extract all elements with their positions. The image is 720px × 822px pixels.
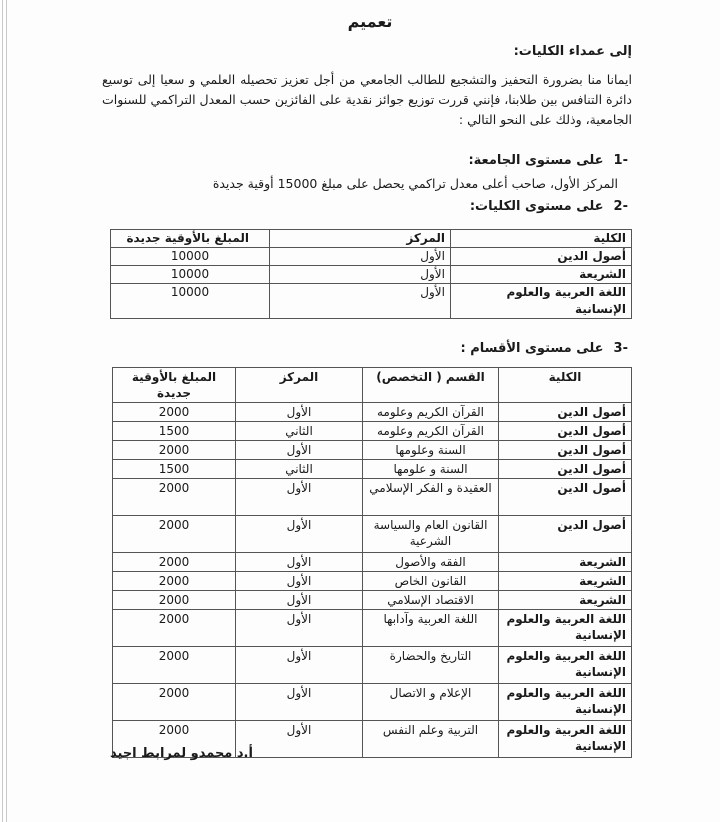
table-row [111,248,632,266]
cell-department: العقيدة و الفكر الإسلامي [363,479,499,516]
cell-amount: 10000 [111,266,270,284]
cell-college: أصول الدين [451,248,632,266]
cell-rank: الثاني [236,422,363,441]
cell-department: اللغة العربية وآدابها [363,610,499,647]
cell-college: اللغة العربية والعلوم الإنسانية [499,684,632,721]
cell-rank: الأول [270,248,451,266]
section-3-heading [460,341,628,356]
cell-college: أصول الدين [499,441,632,460]
table-row [113,422,632,441]
table-row [113,610,632,647]
table-row [113,553,632,572]
cell-department: الاقتصاد الإسلامي [363,591,499,610]
section-1-heading [468,153,628,168]
cell-rank: الأول [236,647,363,684]
section-title: على مستوى الأقسام : [460,341,604,356]
intro-paragraph: ايمانا منا بضرورة التحفيز والتشجيع للطالب الجامعي من أجل تعزيز تحصيله العلمي و سعيا إلى توسيع دائرة التنافس بين طلابنا، فإنني قررت توزيع جوائز نقدية على الفائزين حسب المعدل التراكمي للسنوات الجامعية، وذلك على النحو التالي : [102,72,632,127]
cell-college: الشريعة [451,266,632,284]
cell-department: السنة وعلومها [363,441,499,460]
cell-rank: الأول [236,721,363,758]
cell-department: التاريخ والحضارة [363,647,499,684]
cell-amount: 10000 [111,284,270,319]
cell-college: اللغة العربية والعلوم الإنسانية [499,610,632,647]
cell-amount: 2000 [113,516,236,553]
cell-college: الشريعة [499,591,632,610]
addressee: إلى عمداء الكليات: [513,44,632,59]
section-number: -2 [613,199,628,214]
cell-rank: الأول [236,553,363,572]
table-row [111,266,632,284]
table-row [113,460,632,479]
header-rank: المركز [270,230,451,248]
cell-department: القرآن الكريم وعلومه [363,403,499,422]
cell-department: القانون العام والسياسة الشرعية [363,516,499,553]
departments-table [112,367,632,758]
cell-amount: 2000 [113,591,236,610]
table-row [113,441,632,460]
section-title: على مستوى الكليات: [469,199,604,214]
table-row [113,516,632,553]
cell-college: أصول الدين [499,460,632,479]
cell-college: اللغة العربية والعلوم الإنسانية [499,647,632,684]
header-college: الكلية [499,368,632,403]
cell-amount: 1500 [113,422,236,441]
table-row [113,684,632,721]
cell-amount: 2000 [113,610,236,647]
cell-department: التربية وعلم النفس [363,721,499,758]
cell-college: الشريعة [499,572,632,591]
cell-rank: الأول [270,284,451,319]
cell-college: اللغة العربية والعلوم الإنسانية [451,284,632,319]
cell-amount: 2000 [113,441,236,460]
table-header-row [113,368,632,403]
cell-college: أصول الدين [499,479,632,516]
table-row [113,572,632,591]
section-1-text: المركز الأول، صاحب أعلى معدل تراكمي يحصل على مبلغ 15000 أوقية جديدة [212,176,618,191]
table-row [111,284,632,319]
document-title: تعميم [347,12,393,31]
cell-amount: 2000 [113,684,236,721]
cell-rank: الأول [236,441,363,460]
table-row [113,647,632,684]
table-header-row [111,230,632,248]
header-amount: المبلغ بالأوقية جديدة [113,368,236,403]
cell-college: الشريعة [499,553,632,572]
cell-rank: الثاني [236,460,363,479]
cell-rank: الأول [236,403,363,422]
cell-amount: 2000 [113,647,236,684]
cell-college: أصول الدين [499,422,632,441]
table-row [113,403,632,422]
cell-amount: 2000 [113,572,236,591]
cell-rank: الأول [236,610,363,647]
section-2-heading [470,199,628,214]
cell-college: اللغة العربية والعلوم الإنسانية [499,721,632,758]
cell-department: الفقه والأصول [363,553,499,572]
cell-rank: الأول [236,479,363,516]
colleges-table [110,229,632,319]
table-row [113,591,632,610]
cell-amount: 2000 [113,721,236,758]
cell-amount: 2000 [113,403,236,422]
cell-department: القانون الخاص [363,572,499,591]
section-title: على مستوى الجامعة: [468,153,604,168]
table-row [113,479,632,516]
header-department: القسم ( التخصص) [363,368,499,403]
section-number: -3 [613,341,628,356]
cell-amount: 1500 [113,460,236,479]
header-college: الكلية [451,230,632,248]
cell-department: الإعلام و الاتصال [363,684,499,721]
cell-rank: الأول [236,572,363,591]
cell-rank: الأول [270,266,451,284]
cell-department: القرآن الكريم وعلومه [363,422,499,441]
cell-rank: الأول [236,591,363,610]
signature: أ.د محمدو لمرابط اجيد [110,746,253,761]
cell-rank: الأول [236,516,363,553]
cell-amount: 2000 [113,553,236,572]
cell-amount: 10000 [111,248,270,266]
section-number: -1 [613,153,628,168]
cell-rank: الأول [236,684,363,721]
header-amount: المبلغ بالأوقية جديدة [111,230,270,248]
cell-amount: 2000 [113,479,236,516]
header-rank: المركز [236,368,363,403]
cell-department: السنة و علومها [363,460,499,479]
cell-college: أصول الدين [499,403,632,422]
cell-college: أصول الدين [499,516,632,553]
